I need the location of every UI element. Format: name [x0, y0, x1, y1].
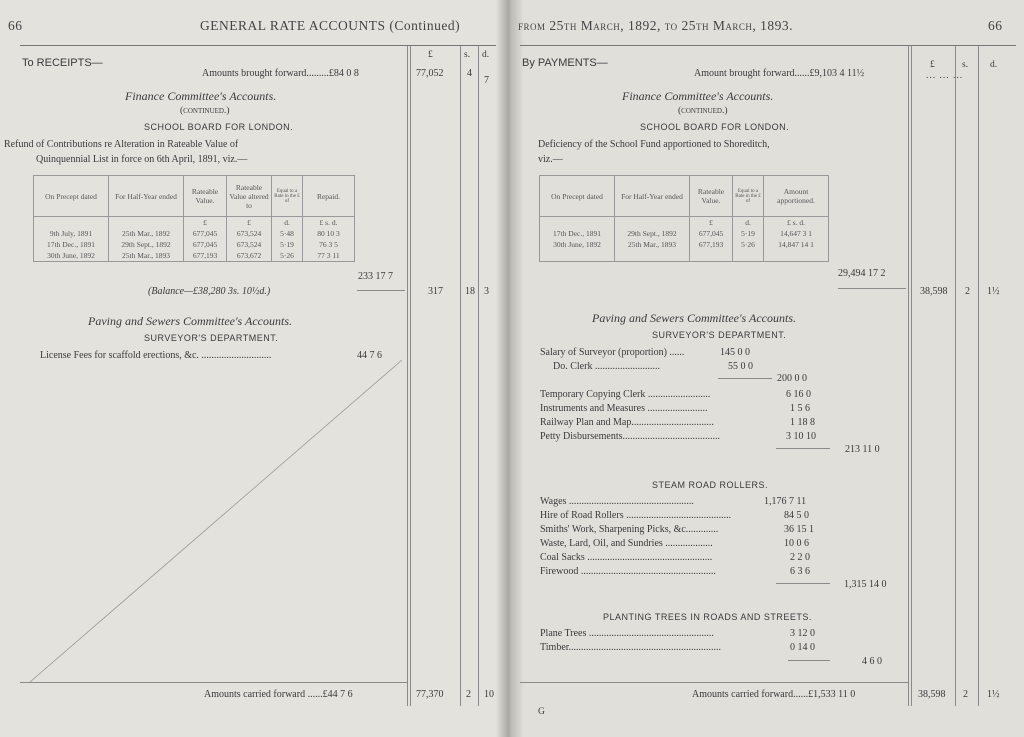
cell: 5·48: [272, 228, 303, 239]
right-col-pence: d.: [990, 60, 998, 70]
steam-item-label: Wages ..................................................: [540, 496, 694, 507]
cell: [615, 250, 690, 262]
cell: 673,524: [227, 239, 272, 250]
left-surveyor-dept: SURVEYOR'S DEPARTMENT.: [144, 333, 279, 343]
deficiency-table-header: [540, 176, 829, 217]
left-bf-pounds: 77,052: [416, 68, 444, 79]
def-col-rateable: Rateable Value.: [690, 176, 733, 217]
unit-cell: £ s. d.: [787, 218, 805, 227]
page-number-right: 66: [988, 18, 1003, 33]
cell: 30th June, 1892: [34, 250, 109, 262]
cell: [690, 250, 733, 262]
right-col-pound: £: [930, 60, 935, 70]
table-row: [34, 228, 355, 239]
steam-total-rule: [776, 583, 830, 584]
left-col-divider-2: [460, 46, 461, 706]
unit-cell: [540, 217, 615, 229]
surveyor-total-rule: [776, 448, 830, 449]
unit-cell: £: [184, 217, 227, 229]
surveyor-other-amount: 3 10 10: [786, 431, 816, 442]
page-number-left: 66: [8, 18, 23, 33]
steam-total: 1,315 14 0: [844, 579, 887, 590]
surveyor-item-amount: 55 0 0: [728, 361, 753, 372]
right-continued: (continued.): [678, 106, 728, 116]
steam-item-amount: 10 0 6: [784, 538, 809, 549]
right-cf-pounds: 38,598: [918, 689, 946, 700]
unit-cell: £: [227, 217, 272, 229]
left-finance-total-pounds: 317: [428, 286, 443, 297]
right-cf-pence: 1½: [987, 689, 1000, 700]
refund-table-header: [34, 176, 355, 217]
unit-cell: [109, 217, 184, 229]
cell: 677,045: [184, 228, 227, 239]
trees-item-label: Timber.............................................................: [540, 642, 722, 653]
refund-total-rule: [357, 290, 405, 291]
deficiency-total: 29,494 17 2: [838, 268, 886, 279]
cell: 30th June, 1892: [540, 239, 615, 250]
balance-note: (Balance—£38,280 3s. 10½d.): [148, 286, 271, 297]
surveyor-other-amount: 1 5 6: [790, 403, 810, 414]
right-finance-total-shillings: 2: [965, 286, 970, 297]
surveyor-other-amount: 6 16 0: [786, 389, 811, 400]
left-col-divider-1: [407, 46, 408, 706]
steam-item-amount: 84 5 0: [784, 510, 809, 521]
surveyor-other-label: Temporary Copying Clerk .........................: [540, 389, 711, 400]
def-col-amount: Amount apportioned.: [764, 176, 829, 217]
trees-total: 4 6 0: [862, 656, 882, 667]
cell: 677,193: [690, 239, 733, 250]
refund-col-rate: Equal to a Rate in the £ of: [272, 176, 303, 217]
cell: 25th Mar., 1893: [615, 239, 690, 250]
left-finance-total-pence: 3: [484, 286, 489, 297]
cell: 5·26: [272, 250, 303, 262]
refund-table: [33, 175, 355, 262]
cell: 77 3 11: [317, 251, 340, 260]
right-col-divider-3: [978, 46, 979, 706]
payments-label: By PAYMENTS—: [522, 57, 608, 69]
right-col-divider-2: [955, 46, 956, 706]
cell: 9th July, 1891: [34, 228, 109, 239]
surveyor-other-label: Railway Plan and Map.................................: [540, 417, 714, 428]
surveyor-item-label: Do. Clerk ..........................: [553, 361, 660, 372]
left-cf-pence: 10: [484, 689, 494, 700]
steam-item-label: Smiths' Work, Sharpening Picks, &c.............: [540, 524, 719, 535]
right-paving-title: Paving and Sewers Committee's Accounts.: [592, 311, 796, 325]
deficiency-table: [539, 175, 829, 262]
steam-item-amount: 36 15 1: [784, 524, 814, 535]
left-finance-total-shillings: 18: [465, 286, 475, 297]
cell: 76 3 5: [319, 240, 338, 249]
cell: 25th Mar., 1893: [109, 250, 184, 262]
steam-item-amount: 1,176 7 11: [764, 496, 807, 507]
cell: 5·19: [733, 228, 764, 239]
right-footer-rule: [520, 682, 908, 683]
left-paving-title: Paving and Sewers Committee's Accounts.: [88, 314, 292, 328]
license-fees-label: License Fees for scaffold erections, &c. ............................: [40, 350, 272, 361]
book-gutter: [496, 0, 524, 737]
refund-col-precept: On Precept dated: [34, 176, 109, 217]
left-finance-title: Finance Committee's Accounts.: [125, 89, 277, 103]
page-period: from 25th March, 1892, to 25th March, 1893.: [518, 18, 793, 33]
refund-col-altered: Rateable Value altered to: [227, 176, 272, 217]
header-rule-left: [20, 45, 496, 46]
left-col-shillings: s.: [464, 50, 471, 60]
folio-mark: G: [538, 707, 545, 717]
steam-item-amount: 2 2 0: [790, 552, 810, 563]
steam-item-label: Hire of Road Rollers ..........................................: [540, 510, 732, 521]
right-surveyor-dept: SURVEYOR'S DEPARTMENT.: [652, 330, 787, 340]
surveyor-other-label: Petty Disbursements.......................................: [540, 431, 720, 442]
cell: 29th Sept., 1892: [109, 239, 184, 250]
def-col-rate: Equal to a Rate in the £ of: [733, 176, 764, 217]
steam-rollers-title: STEAM ROAD ROLLERS.: [652, 480, 769, 490]
left-col-pence: d.: [482, 50, 490, 60]
cell: 29th Sept., 1892: [615, 228, 690, 239]
cell: 673,524: [227, 228, 272, 239]
right-cf-shillings: 2: [963, 689, 968, 700]
left-bf-pence: 7: [484, 75, 489, 86]
left-cf-shillings: 2: [466, 689, 471, 700]
trees-title: PLANTING TREES IN ROADS AND STREETS.: [603, 612, 812, 622]
cell: 14,647 3 1: [780, 229, 812, 238]
def-col-halfyear: For Half-Year ended: [615, 176, 690, 217]
receipts-label: To RECEIPTS—: [22, 57, 103, 69]
cell: 677,045: [690, 228, 733, 239]
trees-item-amount: 3 12 0: [790, 628, 815, 639]
surveyor-other-amount: 1 18 8: [790, 417, 815, 428]
unit-cell: d.: [272, 217, 303, 229]
left-bf-shillings: 4: [467, 68, 472, 79]
right-carried-forward: Amounts carried forward......£1,533 11 0: [692, 689, 856, 700]
unit-cell: [615, 217, 690, 229]
cell: 17th Dec., 1891: [34, 239, 109, 250]
right-brought-forward: Amount brought forward......£9,103 4 11½: [694, 68, 865, 79]
deficiency-total-rule: [838, 288, 906, 289]
unit-cell: [34, 217, 109, 229]
header-rule-right: [520, 45, 1016, 46]
refund-col-rateable: Rateable Value.: [184, 176, 227, 217]
left-carried-forward: Amounts carried forward ......£44 7 6: [204, 689, 353, 700]
right-col-shillings: s.: [962, 60, 969, 70]
left-continued: (continued.): [180, 106, 230, 116]
trees-total-rule: [788, 660, 830, 661]
cell: 17th Dec., 1891: [540, 228, 615, 239]
refund-total: 233 17 7: [358, 271, 393, 282]
right-bf-dots: ... ... ...: [926, 71, 964, 81]
right-finance-total-pence: 1½: [987, 286, 1000, 297]
table-row: [540, 239, 829, 250]
refund-line-2: Quinquennial List in force on 6th April, 1891, viz.—: [36, 154, 248, 165]
right-col-divider-1b: [911, 46, 912, 706]
right-school-board: SCHOOL BOARD FOR LONDON.: [640, 122, 790, 132]
table-row: [34, 250, 355, 262]
left-col-pound: £: [428, 50, 433, 60]
cell: 677,045: [184, 239, 227, 250]
steam-item-label: Firewood ......................................................: [540, 566, 716, 577]
cell: 25th Mar., 1892: [109, 228, 184, 239]
deficiency-line-2: viz.—: [538, 154, 563, 165]
steam-item-label: Waste, Lard, Oil, and Sundries ...................: [540, 538, 713, 549]
right-finance-total-pounds: 38,598: [920, 286, 948, 297]
table-row-spacer: [540, 250, 829, 262]
surveyor-item-label: Salary of Surveyor (proportion) ......: [540, 347, 685, 358]
cell: 5·26: [733, 239, 764, 250]
refund-line-1: Refund of Contributions re Alteration in Rateable Value of: [4, 139, 239, 150]
unit-cell: £: [690, 217, 733, 229]
trees-item-amount: 0 14 0: [790, 642, 815, 653]
left-col-divider-3: [478, 46, 479, 706]
left-footer-rule: [20, 682, 407, 683]
trees-item-label: Plane Trees ..................................................: [540, 628, 714, 639]
unit-cell: £ s. d.: [319, 218, 338, 227]
page-title: GENERAL RATE ACCOUNTS (Continued): [200, 18, 461, 33]
left-school-board: SCHOOL BOARD FOR LONDON.: [144, 122, 294, 132]
refund-table-units: [34, 217, 355, 229]
cell: 80 10 3: [317, 229, 340, 238]
deficiency-line-1: Deficiency of the School Fund apportioned to Shoreditch,: [538, 139, 770, 150]
cell: [764, 250, 829, 262]
table-row: [540, 228, 829, 239]
surveyor-item-amount: 145 0 0: [720, 347, 750, 358]
cell: 673,672: [227, 250, 272, 262]
deficiency-table-units: [540, 217, 829, 229]
cell: [540, 250, 615, 262]
cell: 677,193: [184, 250, 227, 262]
unit-cell: d.: [733, 217, 764, 229]
left-col-divider-1b: [410, 46, 411, 706]
right-finance-title: Finance Committee's Accounts.: [622, 89, 774, 103]
surveyor-total: 213 11 0: [845, 444, 880, 455]
steam-item-label: Coal Sacks ..................................................: [540, 552, 713, 563]
left-brought-forward: Amounts brought forward.........£84 0 8: [202, 68, 359, 79]
refund-col-repaid: Repaid.: [303, 176, 355, 217]
right-col-divider-1: [908, 46, 909, 706]
license-fees-amount: 44 7 6: [357, 350, 382, 361]
cell: 5·19: [272, 239, 303, 250]
surveyor-other-label: Instruments and Measures ........................: [540, 403, 708, 414]
cell: 14,847 14 1: [778, 240, 814, 249]
left-cf-pounds: 77,370: [416, 689, 444, 700]
surveyor-sub-rule: [718, 378, 772, 379]
cell: [733, 250, 764, 262]
surveyor-salary-subtotal: 200 0 0: [777, 373, 807, 384]
def-col-precept: On Precept dated: [540, 176, 615, 217]
refund-col-halfyear: For Half-Year ended: [109, 176, 184, 217]
steam-item-amount: 6 3 6: [790, 566, 810, 577]
cancel-diagonal-line: [30, 352, 402, 682]
table-row: [34, 239, 355, 250]
